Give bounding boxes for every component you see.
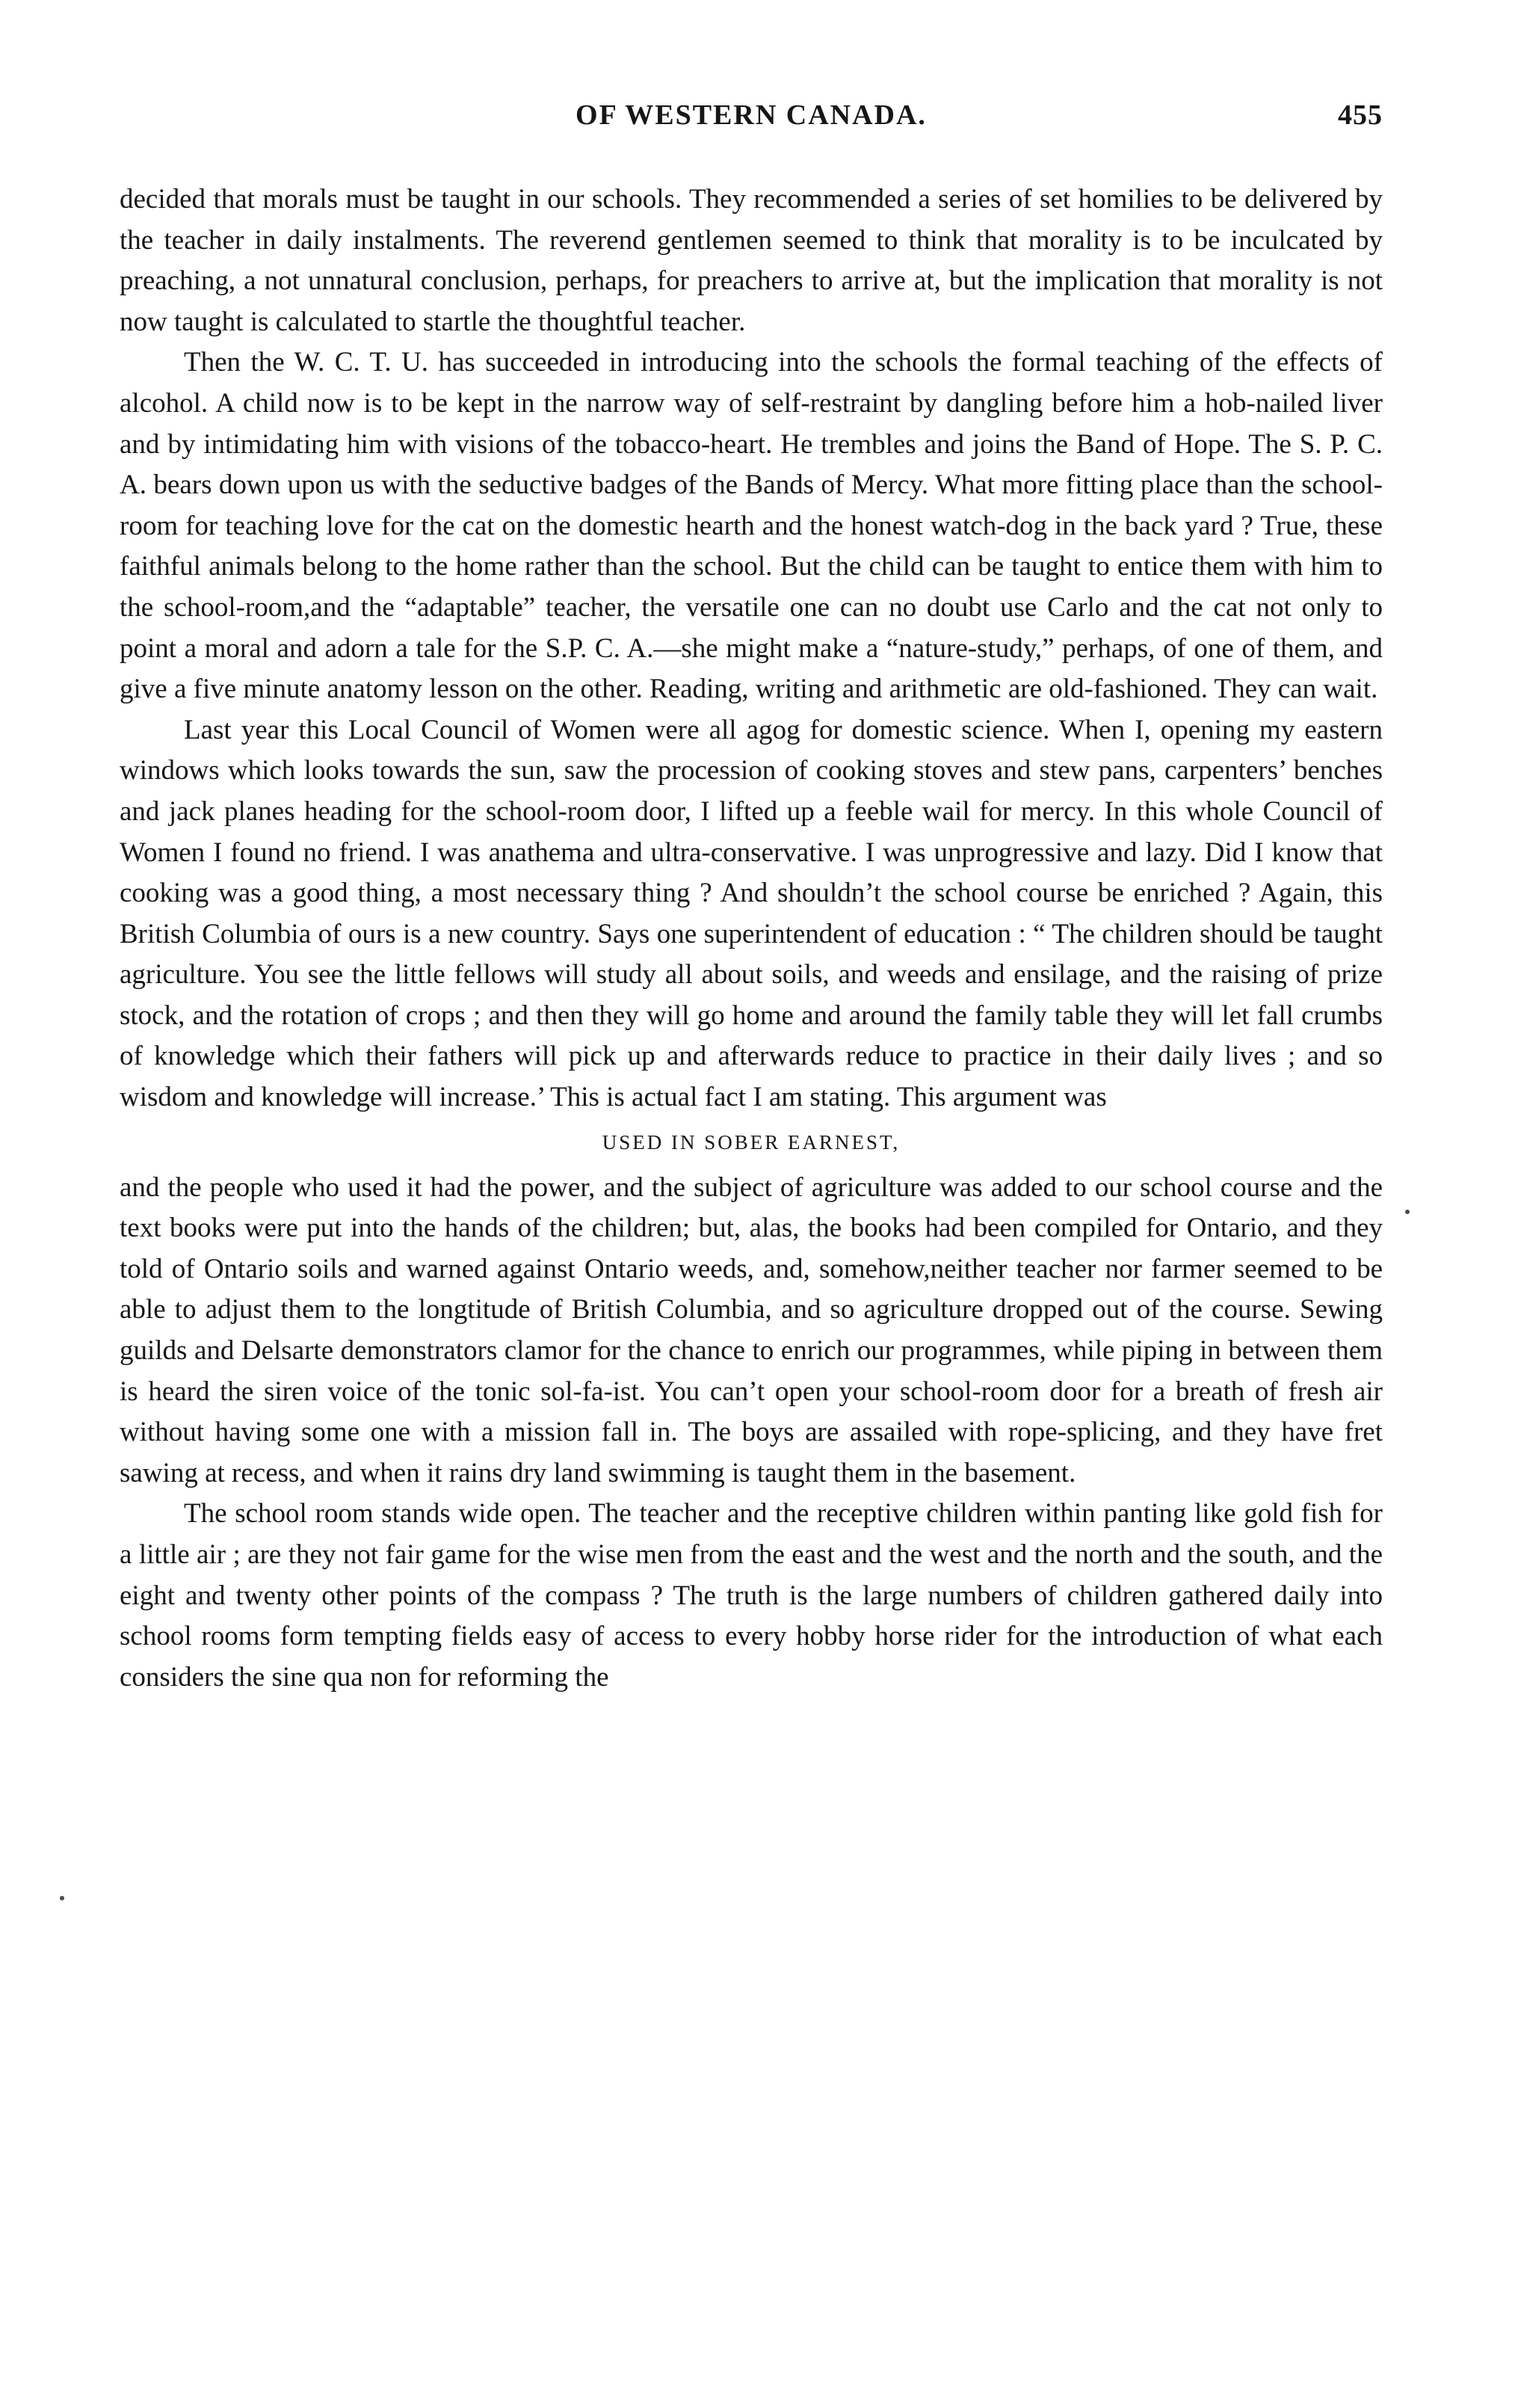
paragraph-3: Last year this Local Council of Women were all agog for domestic science. When I, opening my eastern windows which looks towards the sun, saw the procession of cooking stoves and stew pans, carpenters’ benches and jack planes heading for the school-room door, I lifted up a feeble wail for mercy. In this whole Council of Women I found no friend. I was anathema and ultra-conservative. I was unprogressive and lazy. Did I know that cooking was a good thing, a most necessary thing ? And shouldn’t the school course be enriched ? Again, this British Columbia of ours is a new country. Says one superintendent of education : “ The children should be taught agriculture. You see the little fellows will study all about soils, and weeds and ensilage, and the raising of prize stock, and the rotation of crops ; and then they will go home and around the family table they will let fall crumbs of knowledge which their fathers will pick up and afterwards reduce to practice in their daily lives ; and so wisdom and knowledge will increase.’ This is actual fact I am stating. This argument was (120, 714, 1383, 1113)
margin-speck-right (1405, 1210, 1410, 1214)
paragraph-5: The school room stands wide open. The teacher and the receptive children within panting like gold fish for a little air ; are they not fair game for the wise men from the east and the west and the north and the south, and the eight and twenty other points of the compass ? The truth is the large numbers of children gathered daily into school rooms form tempting fields easy of access to every hobby horse rider for the introduction of what each considers the sine qua non for reforming the (120, 1498, 1383, 1693)
body-text (120, 179, 1383, 1698)
running-title: OF WESTERN CANADA. (576, 99, 927, 131)
page-number: 455 (1338, 99, 1383, 131)
paragraph-1: decided that morals must be taught in our schools. They recommended a series of set homilies to be delivered by the teacher in daily instalments. The reverend gentlemen seemed to think that morality is to be inculcated by preaching, a not unnatural conclusion, perhaps, for preachers to arrive at, but the implication that morality is not now taught is calculated to startle the thoughtful teacher. (120, 184, 1383, 337)
margin-speck-left (60, 1896, 64, 1900)
running-head (120, 99, 1383, 144)
paragraph-2: Then the W. C. T. U. has succeeded in introducing into the schools the formal teaching of the effects of alcohol. A child now is to be kept in the narrow way of self-restraint by dangling before him a hob-nailed liver and by intimidating him with visions of the tobacco-heart. He trembles and joins the Band of Hope. The S. P. C. A. bears down upon us with the seductive badges of the Bands of Mercy. What more fitting place than the school-room for teaching love for the cat on the domestic hearth and the honest watch-dog in the back yard ? True, these faithful animals belong to the home rather than the school. But the child can be taught to entice them with him to the school-room,and the “adaptable” teacher, the versatile one can no doubt use Carlo and the cat not only to point a moral and adorn a tale for the S.P. C. A.—she might make a “nature-study,” perhaps, of one of them, and give a five minute anatomy lesson on the other. Reading, writing and arithmetic are old-fashioned. They can wait. (120, 347, 1383, 705)
section-heading: USED IN SOBER EARNEST, (602, 1130, 901, 1154)
paragraph-4: and the people who used it had the power, and the subject of agriculture was added to our school course and the text books were put into the hands of the children; but, alas, the books had been compiled for Ontario, and they told of Ontario soils and warned against Ontario weeds, and, somehow,neither teacher nor farmer seemed to be able to adjust them to the longtitude of British Columbia, and so agriculture dropped out of the course. Sewing guilds and Delsarte demonstrators clamor for the chance to enrich our programmes, while piping in between them is heard the siren voice of the tonic sol-fa-ist. You can’t open your school-room door for a breath of fresh air without having some one with a mission fall in. The boys are assailed with rope-splicing, and they have fret sawing at recess, and when it rains dry land swimming is taught them in the basement. (120, 1171, 1383, 1488)
